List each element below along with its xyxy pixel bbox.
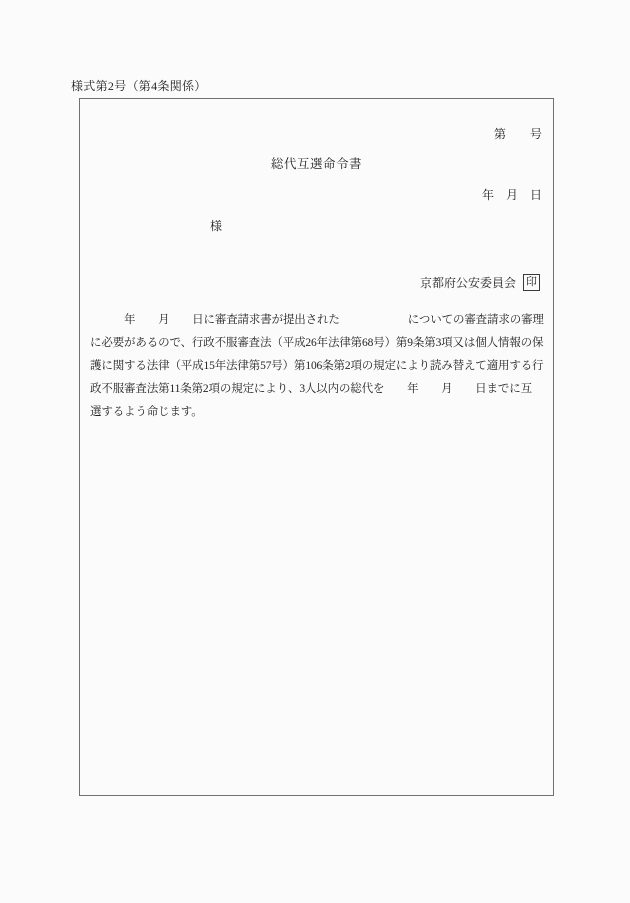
addressee-honorific: 様: [210, 219, 223, 233]
form-number-label: 様式第2号（第4条関係）: [71, 79, 207, 93]
document-title: 総代互選命令書: [270, 157, 362, 171]
date-field: 年 月 日: [481, 188, 542, 202]
document-number-field: 第 号: [493, 127, 542, 141]
document-border-box: [79, 98, 554, 796]
body-line-5: 選するよう命じます。: [90, 406, 203, 418]
issuer-name: 京都府公安委員会: [419, 276, 516, 290]
seal-placeholder: 印: [523, 274, 540, 291]
issuer-line: [420, 274, 540, 291]
body-paragraph: [90, 309, 545, 424]
body-line-4: 政不服審査法第11条第2項の規定により、3人以内の総代を 年 月 日までに互: [90, 383, 532, 395]
body-line-2: に必要があるので、行政不服審査法（平成26年法律第68号）第9条第3項又は個人情報の保: [90, 337, 544, 349]
body-line-3: 護に関する法律（平成15年法律第57号）第106条第2項の規定により読み替えて適用する行: [90, 360, 544, 372]
body-line-1: 年 月 日に審査請求書が提出された についての審査請求の審理: [90, 314, 544, 326]
